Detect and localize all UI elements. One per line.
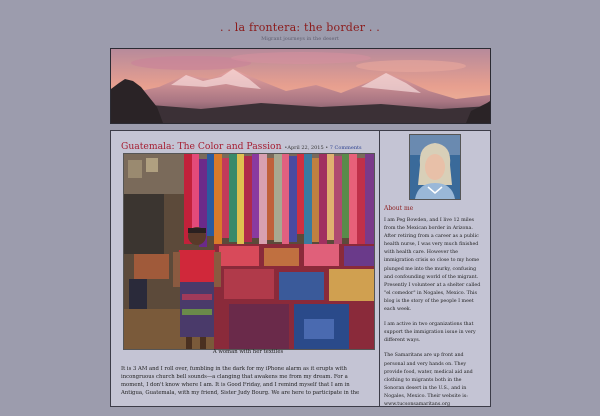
about-heading: About me — [384, 205, 414, 212]
main-column — [111, 131, 380, 406]
about-paragraph: I am active in two organizations that support the immigration issue in very different ways. — [384, 322, 476, 344]
post-photo — [123, 153, 375, 350]
post-meta: •April 22, 2015 • 7 Comments — [284, 145, 362, 151]
about-paragraph: The Samaritans are up front and personal and very hands on. They provide food, water, medical aid and clothing to migrants both in the Sonoran desert in the U.S., and in Nogales, Mexico. Their website is: www.tucsonsamaritans.org — [384, 353, 473, 407]
post-header — [121, 141, 362, 152]
post-date: April 22, 2015 — [287, 145, 324, 151]
about-paragraph: I am Peg Bowden, and I live 12 miles from the Mexican border in Arizona. After retiring from a career as a public health nurse, I was very much finished with health care. However the immigration crisis so close to my home plunged me into the murky, confusing and confounding world of the migrant. Presently I volunteer at a shelter called "el comedor" in Nogales, Mexico. This blog is the story of the people I meet each week. — [384, 218, 481, 313]
photo-caption: A woman with her textiles — [212, 349, 284, 355]
post-comments-link[interactable]: 7 Comments — [329, 145, 362, 151]
site-tagline: Migrant journeys in the desert — [261, 36, 339, 42]
site-title[interactable] — [0, 21, 600, 34]
header-banner-image — [110, 48, 491, 124]
post-body: It is 3 AM and I roll over, fumbling in the dark for my iPhone alarm as it erupts with incongruous church bell sounds—a clanging that awakens me from my dream. For a moment, I don't know where I am. It is Good Friday, and I remind myself that I am in Antigua, Guatemala, with my friend, Sister Judy Bourg. We are here to participate in the — [121, 366, 360, 397]
about-text — [384, 217, 482, 416]
site-title-link[interactable]: . . la frontera: the border . . — [220, 21, 380, 34]
post-title-link[interactable]: Guatemala: The Color and Passion — [121, 141, 282, 152]
author-portrait — [409, 134, 461, 200]
